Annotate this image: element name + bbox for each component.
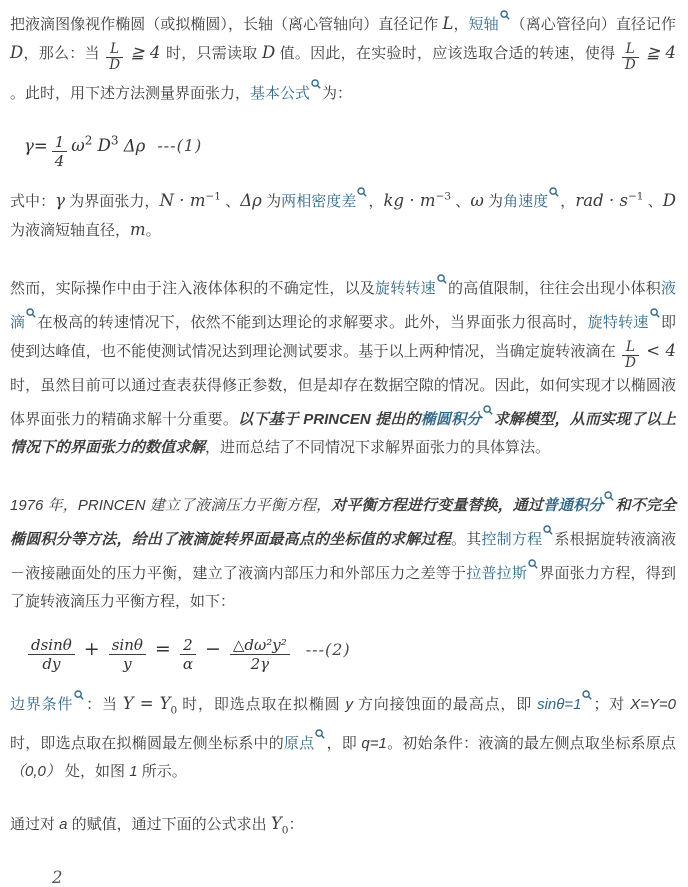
search-icon[interactable] [549, 189, 559, 203]
text-run: 值。因此，在实验时，应该选取合适的转速，使得 [275, 45, 620, 62]
math-run: rad · $s^{-1}$ [575, 190, 644, 210]
math-run: $Y_0$ [270, 814, 289, 837]
text-run: 方向接蚀面的最高点，即 [352, 695, 538, 713]
text-run: ，进而总结了不同情况下求解界面张力的具体算法。 [205, 438, 551, 456]
math-run: L [442, 14, 454, 33]
text-run: a [59, 816, 68, 834]
text-run: ：当 [85, 695, 123, 713]
math-run: Δρ [118, 136, 146, 156]
search-icon[interactable] [74, 692, 84, 706]
math-run: ω [470, 190, 484, 210]
text-run: ： [288, 816, 304, 834]
text-run: ，那么：当 [23, 45, 105, 62]
text-run: 时，只需读取 [165, 45, 262, 62]
math-run: < 4 [640, 340, 676, 360]
text-run: 时，虽然目前可以通过查表获得修正参数，但是却存在数据空隙的情况。因此，如何实现才以椭圆液体界面张力的精确求解十分重要。 [10, 376, 676, 428]
text-run: （离心管径向）直径记作 [510, 16, 676, 33]
math-run: $\omega^2$ [71, 133, 93, 156]
text-run: 为界面张力， [65, 192, 160, 210]
formula-2 [10, 626, 676, 673]
text-run: 求解模型，从而实现了以上情况下的界面张力的数值求解 [10, 410, 676, 456]
text-run: 。此时，用下述方法测量界面张力， [10, 84, 251, 102]
term-link[interactable]: 控制方程 [481, 530, 543, 548]
math-run: D [261, 43, 276, 62]
text-run: 式中： [10, 192, 56, 210]
fraction-denominator: D [622, 355, 639, 372]
text-run: 处，如图 [60, 763, 130, 781]
paragraph-problem [10, 269, 676, 462]
term-link[interactable]: 旋特转速 [587, 313, 649, 331]
fraction [622, 340, 639, 372]
clipped-formula-fragment [52, 867, 676, 887]
fraction-denominator: α [180, 654, 196, 673]
term-link[interactable]: 拉普拉斯 [466, 564, 528, 582]
search-icon[interactable] [437, 276, 447, 290]
text-run: X=Y=0 [630, 695, 677, 713]
text-run: q=1 [361, 735, 387, 753]
fraction-numerator: 2 [183, 635, 193, 654]
math-run: γ [55, 190, 66, 210]
math-run: ≧ 4 [640, 43, 677, 62]
search-icon[interactable] [26, 310, 36, 324]
term-link[interactable]: sinθ=1 [537, 695, 582, 713]
text-run: ；对 [593, 695, 631, 713]
fraction-numerator: 1 [54, 132, 65, 151]
term-link[interactable]: 边界条件 [10, 695, 74, 713]
fraction [28, 636, 75, 673]
fraction-numerator: sinθ [111, 635, 143, 654]
math-run: kg · $m^{-3}$ [383, 190, 452, 210]
math-run: m [130, 219, 146, 239]
math-run: Δρ [240, 190, 262, 210]
search-icon[interactable] [315, 731, 325, 745]
formula-number: ---(1) [157, 136, 203, 156]
math-operator: − [204, 637, 221, 660]
fraction-numerator: L [625, 40, 635, 57]
text-run: 通过对 [10, 816, 60, 834]
math-run: 2 [52, 867, 63, 887]
search-icon[interactable] [483, 407, 493, 421]
text-run: 。 [145, 221, 161, 239]
text-run: ， [560, 192, 576, 210]
text-run: 1976 年，PRINCEN 建立了液滴压力平衡方程， [10, 496, 332, 514]
term-link[interactable]: 两相密度差 [281, 192, 357, 210]
text-run: 以下基于 PRINCEN 提出的 [238, 410, 421, 428]
term-link[interactable]: 基本公式 [250, 84, 311, 102]
fraction-numerator: dsinθ [31, 635, 72, 654]
text-run: 对平衡方程进行变量替换，通过 [331, 496, 543, 514]
search-icon[interactable] [500, 12, 510, 26]
fraction [52, 133, 68, 170]
term-link[interactable]: 旋转转速 [375, 279, 436, 297]
search-icon[interactable] [357, 189, 367, 203]
math-run: D [10, 43, 24, 62]
text-run: 为液滴短轴直径， [10, 221, 131, 239]
text-run: 即使到达峰值，也不能使测试情况达到理论测试要求。基于以上两种情况，当确定旋转液滴在 [10, 313, 676, 360]
paragraph-assignment [10, 810, 676, 844]
math-run: $D^3$ [92, 133, 119, 156]
term-link[interactable]: 液滴 [10, 279, 676, 331]
text-run: 在极高的转速情况下，依然不能到达理论的求解要求。此外，当界面张力很高时， [37, 313, 588, 331]
fraction [622, 42, 639, 74]
paragraph-intro [10, 5, 676, 108]
term-link[interactable]: 角速度 [503, 192, 549, 210]
math-run: γ= [24, 136, 48, 156]
fraction-denominator: 4 [52, 151, 68, 170]
search-icon[interactable] [528, 561, 538, 575]
term-link[interactable]: 椭圆积分 [420, 410, 482, 428]
search-icon[interactable] [650, 310, 660, 324]
text-run: 的赋值，通过下面的公式求出 [67, 816, 271, 834]
fraction [106, 42, 123, 74]
text-run: 然而，实际操作中由于注入液体体积的不确定性，以及 [10, 279, 375, 297]
fraction-denominator: D [106, 57, 123, 74]
text-run: 界面张力方程，得到了旋转液滴压力平衡方程，如下： [10, 564, 676, 610]
fraction [180, 636, 196, 673]
text-run: 为 [261, 192, 282, 210]
math-operator: = [154, 637, 171, 660]
text-run: 为 [483, 192, 504, 210]
text-run: 。初始条件：液滴的最左侧点取坐标系原点 [386, 735, 676, 753]
fraction [230, 636, 290, 673]
search-icon[interactable] [543, 527, 553, 541]
text-run: 把液滴图像视作椭圆（或拟椭圆），长轴（离心管轴向）直径记作 [10, 16, 443, 33]
math-operator: + [83, 637, 100, 660]
fraction-numerator: L [625, 338, 635, 355]
fraction-denominator: 2γ [230, 654, 290, 673]
fraction-numerator: △dω²y² [232, 635, 287, 654]
text-run: 的高值限制，往往会出现小体积 [447, 279, 661, 297]
text-run: 、 [451, 192, 471, 210]
text-run: 。其 [451, 530, 482, 548]
paragraph-symbols [10, 182, 676, 245]
math-run: $N \cdot m^{-1}$ [159, 190, 221, 210]
search-icon[interactable] [604, 493, 614, 507]
math-run: $Y = Y_0$ [122, 693, 178, 717]
text-run: 为： [322, 84, 353, 102]
search-icon[interactable] [311, 81, 321, 95]
search-icon[interactable] [582, 692, 592, 706]
term-link[interactable]: 原点 [283, 735, 315, 753]
fraction-numerator: L [110, 40, 120, 57]
formula-1 [10, 118, 676, 170]
text-run: 系根据旋转液滴液－液接融面处的压力平衡，建立了液滴内部压力和外部压力之差等于 [10, 530, 676, 582]
term-link[interactable]: 普通积分 [542, 496, 604, 514]
term-link[interactable]: 短轴 [468, 16, 499, 33]
text-run: 1 [129, 763, 138, 781]
text-run: 时，即选点取在拟椭圆最左侧坐标系中的 [10, 735, 284, 753]
text-run: ， [453, 16, 469, 33]
fraction-denominator: dy [28, 654, 75, 673]
text-run: （0,0） [10, 763, 61, 781]
fraction [109, 636, 146, 673]
text-run: 、 [220, 192, 241, 210]
text-run: 、 [643, 192, 663, 210]
text-run: ， [368, 192, 384, 210]
formula-number: ---(2) [305, 639, 351, 659]
text-run: y [345, 695, 353, 713]
math-run: ≧ 4 [125, 43, 166, 62]
text-run: 所示。 [137, 763, 187, 781]
text-run: 和不完全椭圆积分等方法，给出了液滴旋转界面最高点的坐标值的求解过程 [10, 496, 676, 548]
paragraph-princen [10, 486, 676, 616]
math-run: D [662, 190, 676, 210]
text-run: ，即 [326, 735, 362, 753]
fraction-denominator: D [622, 57, 639, 74]
text-run: 时，即选点取在拟椭圆 [177, 695, 346, 713]
fraction-denominator: y [109, 654, 146, 673]
paragraph-boundary-conditions [10, 685, 676, 786]
